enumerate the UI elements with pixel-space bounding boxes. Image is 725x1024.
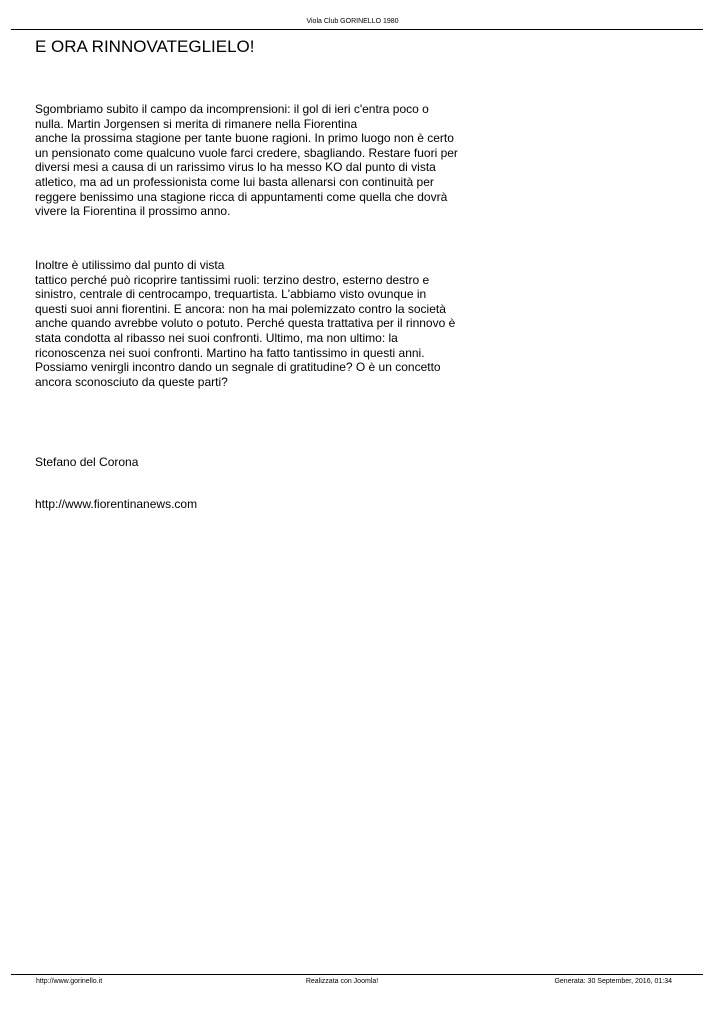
article-author: Stefano del Corona (35, 455, 139, 469)
footer-generated-date: Generata: 30 September, 2016, 01:34 (554, 978, 672, 985)
footer-powered-by: Realizzata con Joomla! (305, 978, 379, 985)
footer-site-url: http://www.gorinello.it (36, 978, 103, 985)
article-title: E ORA RINNOVATEGLIELO! (35, 37, 255, 56)
header-divider (11, 29, 703, 30)
source-link[interactable]: http://www.fiorentinanews.com (35, 497, 198, 511)
site-header: Viola Club GORINELLO 1980 (306, 18, 399, 25)
footer-divider (11, 974, 703, 975)
article-paragraph: Inoltre è utilissimo dal punto di vista tattico perché può ricoprire tantissimi ruoli: terzino destro, esterno destro e sinistro, centrale di centrocampo, trequartista. L'abbiamo visto ovunque in questi suoi anni fiorentini. E ancora: non ha mai polemizzato contro la società anche quando avrebbe voluto o potuto. Perché questa trattativa per il rinnovo è stata condotta al ribasso nei suoi confronti. Ultimo, ma non ultimo: la riconoscenza nei suoi confronti. Martino ha fatto tantissimo in questi anni. Possiamo venirgli incontro dando un segnale di gratitudine? O è un concetto ancora sconosciuto da queste parti? (35, 258, 456, 389)
article-paragraph: Sgombriamo subito il campo da incomprensioni: il gol di ieri c'entra poco o nulla. Martin Jorgensen si merita di rimanere nella Fiorentina anche la prossima stagione per tante buone ragioni. In primo luogo non è certo un pensionato come qualcuno vuole farci credere, sbagliando. Restare fuori per diversi mesi a causa di un rarissimo virus lo ha messo KO dal punto di vista atletico, ma ad un professionista come lui basta allenarsi con continuità per reggere benissimo una stagione ricca di appuntamenti come quella che dovrà vivere la Fiorentina il prossimo anno. (35, 102, 458, 219)
